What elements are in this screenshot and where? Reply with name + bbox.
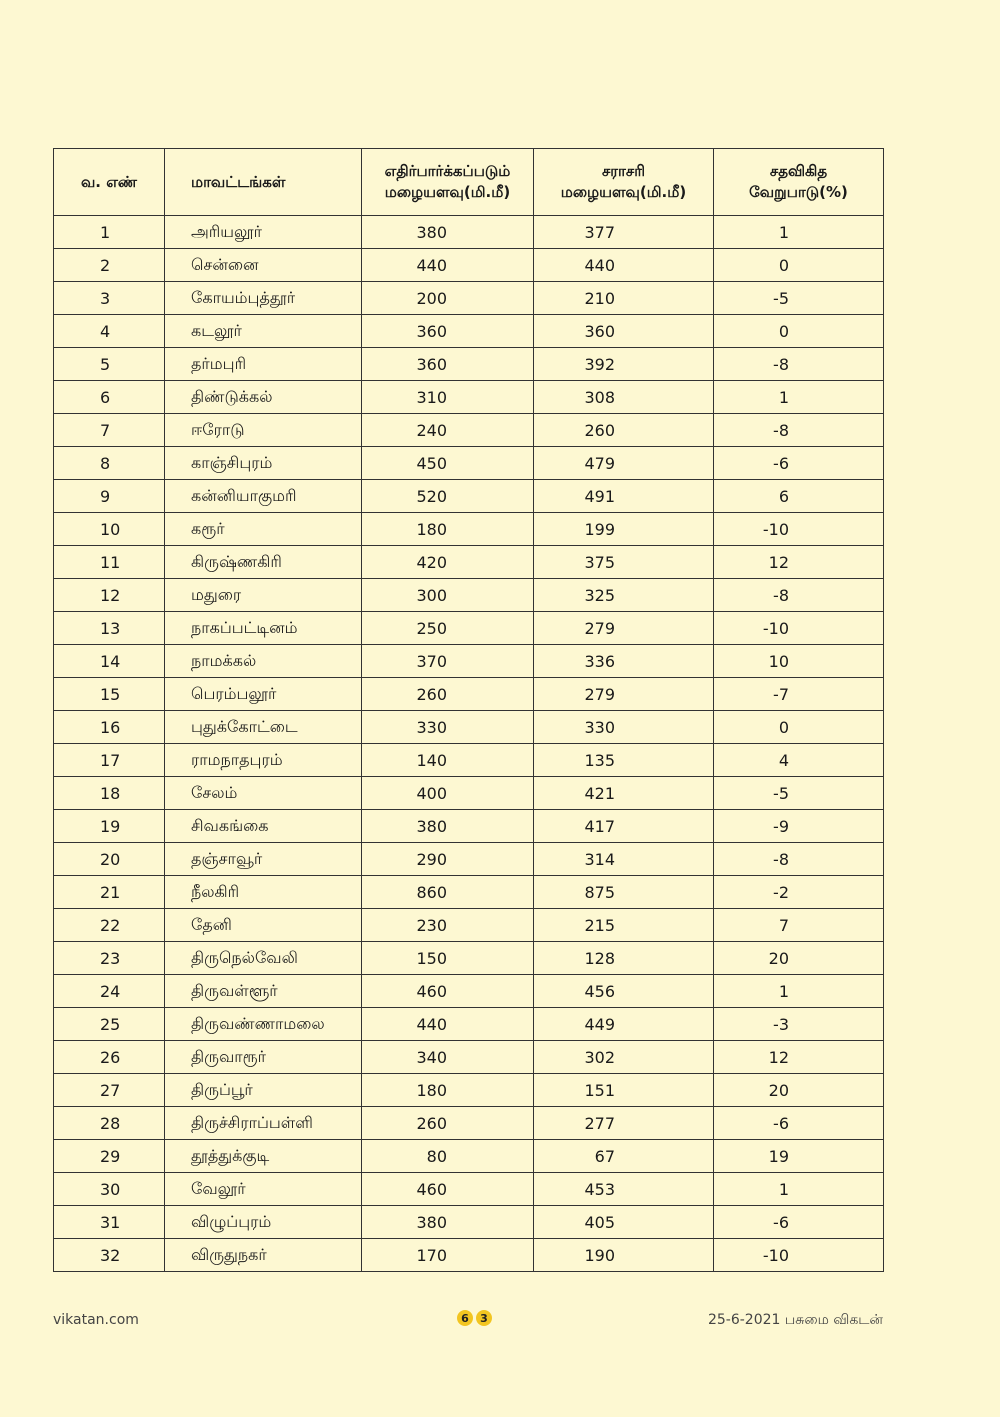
deviation-cell: 10 bbox=[714, 645, 884, 678]
average-rainfall-cell: 314 bbox=[534, 843, 714, 876]
header-expected-line2: மழையளவு(மி.மீ) bbox=[384, 183, 511, 201]
average-rainfall-cell: 360 bbox=[534, 315, 714, 348]
expected-rainfall-cell: 230 bbox=[362, 909, 534, 942]
expected-rainfall-cell: 400 bbox=[362, 777, 534, 810]
deviation-cell: 0 bbox=[714, 249, 884, 282]
serial-number-cell: 17 bbox=[54, 744, 165, 777]
table-row bbox=[54, 1074, 884, 1107]
district-name-cell: திருவாரூர் bbox=[165, 1041, 362, 1074]
serial-number-cell: 30 bbox=[54, 1173, 165, 1206]
serial-number-cell: 8 bbox=[54, 447, 165, 480]
header-expected-rainfall bbox=[362, 149, 534, 216]
serial-number-cell: 16 bbox=[54, 711, 165, 744]
serial-number-cell: 2 bbox=[54, 249, 165, 282]
table-header bbox=[54, 149, 884, 216]
table-row bbox=[54, 942, 884, 975]
expected-rainfall-cell: 340 bbox=[362, 1041, 534, 1074]
deviation-cell: 1 bbox=[714, 216, 884, 249]
deviation-cell: -8 bbox=[714, 843, 884, 876]
deviation-cell: -6 bbox=[714, 447, 884, 480]
deviation-cell: 0 bbox=[714, 315, 884, 348]
table-row bbox=[54, 876, 884, 909]
average-rainfall-cell: 417 bbox=[534, 810, 714, 843]
district-name-cell: கன்னியாகுமரி bbox=[165, 480, 362, 513]
table-row bbox=[54, 315, 884, 348]
average-rainfall-cell: 330 bbox=[534, 711, 714, 744]
table-row bbox=[54, 513, 884, 546]
district-name-cell: காஞ்சிபுரம் bbox=[165, 447, 362, 480]
district-name-cell: பெரம்பலூர் bbox=[165, 678, 362, 711]
average-rainfall-cell: 279 bbox=[534, 612, 714, 645]
district-name-cell: சேலம் bbox=[165, 777, 362, 810]
table-row bbox=[54, 579, 884, 612]
expected-rainfall-cell: 150 bbox=[362, 942, 534, 975]
expected-rainfall-cell: 140 bbox=[362, 744, 534, 777]
expected-rainfall-cell: 520 bbox=[362, 480, 534, 513]
expected-rainfall-cell: 310 bbox=[362, 381, 534, 414]
district-name-cell: கடலூர் bbox=[165, 315, 362, 348]
expected-rainfall-cell: 420 bbox=[362, 546, 534, 579]
table-row bbox=[54, 414, 884, 447]
table-row bbox=[54, 711, 884, 744]
deviation-cell: 12 bbox=[714, 1041, 884, 1074]
table-row bbox=[54, 546, 884, 579]
header-serial-number: வ. எண் bbox=[54, 149, 165, 216]
deviation-cell: -5 bbox=[714, 282, 884, 315]
serial-number-cell: 31 bbox=[54, 1206, 165, 1239]
district-name-cell: திருவள்ளூர் bbox=[165, 975, 362, 1008]
district-name-cell: தர்மபுரி bbox=[165, 348, 362, 381]
average-rainfall-cell: 875 bbox=[534, 876, 714, 909]
district-name-cell: திண்டுக்கல் bbox=[165, 381, 362, 414]
expected-rainfall-cell: 260 bbox=[362, 678, 534, 711]
table-row bbox=[54, 381, 884, 414]
serial-number-cell: 24 bbox=[54, 975, 165, 1008]
expected-rainfall-cell: 370 bbox=[362, 645, 534, 678]
district-name-cell: திருவண்ணாமலை bbox=[165, 1008, 362, 1041]
average-rainfall-cell: 302 bbox=[534, 1041, 714, 1074]
average-rainfall-cell: 210 bbox=[534, 282, 714, 315]
header-average-line2: மழையளவு(மி.மீ) bbox=[560, 183, 687, 201]
table-row bbox=[54, 678, 884, 711]
expected-rainfall-cell: 290 bbox=[362, 843, 534, 876]
table-row bbox=[54, 216, 884, 249]
header-deviation bbox=[714, 149, 884, 216]
deviation-cell: -5 bbox=[714, 777, 884, 810]
footer-issue-info: 25-6-2021 பசுமை விகடன் bbox=[707, 1312, 883, 1328]
deviation-cell: 7 bbox=[714, 909, 884, 942]
deviation-cell: -10 bbox=[714, 513, 884, 546]
table-row bbox=[54, 1140, 884, 1173]
table-body bbox=[54, 216, 884, 1272]
expected-rainfall-cell: 360 bbox=[362, 315, 534, 348]
average-rainfall-cell: 308 bbox=[534, 381, 714, 414]
average-rainfall-cell: 421 bbox=[534, 777, 714, 810]
expected-rainfall-cell: 300 bbox=[362, 579, 534, 612]
deviation-cell: -2 bbox=[714, 876, 884, 909]
expected-rainfall-cell: 440 bbox=[362, 1008, 534, 1041]
page-footer bbox=[53, 1310, 883, 1332]
header-average-rainfall bbox=[534, 149, 714, 216]
serial-number-cell: 7 bbox=[54, 414, 165, 447]
district-name-cell: விருதுநகர் bbox=[165, 1239, 362, 1272]
deviation-cell: -10 bbox=[714, 1239, 884, 1272]
district-name-cell: தூத்துக்குடி bbox=[165, 1140, 362, 1173]
deviation-cell: -10 bbox=[714, 612, 884, 645]
serial-number-cell: 9 bbox=[54, 480, 165, 513]
deviation-cell: 19 bbox=[714, 1140, 884, 1173]
average-rainfall-cell: 392 bbox=[534, 348, 714, 381]
district-name-cell: விழுப்புரம் bbox=[165, 1206, 362, 1239]
serial-number-cell: 18 bbox=[54, 777, 165, 810]
table-row bbox=[54, 810, 884, 843]
table-row bbox=[54, 348, 884, 381]
table-row bbox=[54, 1206, 884, 1239]
average-rainfall-cell: 453 bbox=[534, 1173, 714, 1206]
footer-site-name: vikatan.com bbox=[53, 1312, 139, 1328]
table-row bbox=[54, 249, 884, 282]
table-row bbox=[54, 447, 884, 480]
serial-number-cell: 27 bbox=[54, 1074, 165, 1107]
serial-number-cell: 22 bbox=[54, 909, 165, 942]
table-row bbox=[54, 1008, 884, 1041]
serial-number-cell: 26 bbox=[54, 1041, 165, 1074]
average-rainfall-cell: 199 bbox=[534, 513, 714, 546]
deviation-cell: 20 bbox=[714, 942, 884, 975]
average-rainfall-cell: 325 bbox=[534, 579, 714, 612]
deviation-cell: -8 bbox=[714, 579, 884, 612]
serial-number-cell: 14 bbox=[54, 645, 165, 678]
serial-number-cell: 25 bbox=[54, 1008, 165, 1041]
serial-number-cell: 3 bbox=[54, 282, 165, 315]
average-rainfall-cell: 215 bbox=[534, 909, 714, 942]
average-rainfall-cell: 151 bbox=[534, 1074, 714, 1107]
district-name-cell: திருச்சிராப்பள்ளி bbox=[165, 1107, 362, 1140]
expected-rainfall-cell: 360 bbox=[362, 348, 534, 381]
table-row bbox=[54, 975, 884, 1008]
expected-rainfall-cell: 240 bbox=[362, 414, 534, 447]
serial-number-cell: 11 bbox=[54, 546, 165, 579]
district-name-cell: தஞ்சாவூர் bbox=[165, 843, 362, 876]
average-rainfall-cell: 336 bbox=[534, 645, 714, 678]
serial-number-cell: 20 bbox=[54, 843, 165, 876]
rainfall-table-container bbox=[53, 148, 883, 1272]
serial-number-cell: 32 bbox=[54, 1239, 165, 1272]
header-deviation-line2: வேறுபாடு(%) bbox=[749, 183, 848, 201]
table-row bbox=[54, 612, 884, 645]
expected-rainfall-cell: 330 bbox=[362, 711, 534, 744]
district-name-cell: நாமக்கல் bbox=[165, 645, 362, 678]
deviation-cell: 4 bbox=[714, 744, 884, 777]
header-deviation-line1: சதவிகித bbox=[769, 162, 828, 180]
table-row bbox=[54, 1041, 884, 1074]
page-number bbox=[457, 1310, 492, 1326]
serial-number-cell: 19 bbox=[54, 810, 165, 843]
expected-rainfall-cell: 380 bbox=[362, 1206, 534, 1239]
serial-number-cell: 28 bbox=[54, 1107, 165, 1140]
expected-rainfall-cell: 380 bbox=[362, 216, 534, 249]
average-rainfall-cell: 67 bbox=[534, 1140, 714, 1173]
deviation-cell: 20 bbox=[714, 1074, 884, 1107]
average-rainfall-cell: 135 bbox=[534, 744, 714, 777]
serial-number-cell: 5 bbox=[54, 348, 165, 381]
serial-number-cell: 6 bbox=[54, 381, 165, 414]
serial-number-cell: 13 bbox=[54, 612, 165, 645]
district-name-cell: தேனி bbox=[165, 909, 362, 942]
deviation-cell: 1 bbox=[714, 1173, 884, 1206]
expected-rainfall-cell: 180 bbox=[362, 1074, 534, 1107]
average-rainfall-cell: 377 bbox=[534, 216, 714, 249]
district-name-cell: நீலகிரி bbox=[165, 876, 362, 909]
deviation-cell: -8 bbox=[714, 414, 884, 447]
serial-number-cell: 21 bbox=[54, 876, 165, 909]
serial-number-cell: 4 bbox=[54, 315, 165, 348]
expected-rainfall-cell: 440 bbox=[362, 249, 534, 282]
expected-rainfall-cell: 170 bbox=[362, 1239, 534, 1272]
average-rainfall-cell: 277 bbox=[534, 1107, 714, 1140]
average-rainfall-cell: 279 bbox=[534, 678, 714, 711]
district-name-cell: கிருஷ்ணகிரி bbox=[165, 546, 362, 579]
table-row bbox=[54, 1173, 884, 1206]
district-name-cell: வேலூர் bbox=[165, 1173, 362, 1206]
table-row bbox=[54, 282, 884, 315]
serial-number-cell: 12 bbox=[54, 579, 165, 612]
serial-number-cell: 29 bbox=[54, 1140, 165, 1173]
expected-rainfall-cell: 380 bbox=[362, 810, 534, 843]
table-row bbox=[54, 909, 884, 942]
average-rainfall-cell: 491 bbox=[534, 480, 714, 513]
average-rainfall-cell: 440 bbox=[534, 249, 714, 282]
deviation-cell: 6 bbox=[714, 480, 884, 513]
district-name-cell: சென்னை bbox=[165, 249, 362, 282]
table-row bbox=[54, 777, 884, 810]
average-rainfall-cell: 375 bbox=[534, 546, 714, 579]
district-name-cell: திருப்பூர் bbox=[165, 1074, 362, 1107]
district-name-cell: திருநெல்வேலி bbox=[165, 942, 362, 975]
serial-number-cell: 10 bbox=[54, 513, 165, 546]
deviation-cell: 12 bbox=[714, 546, 884, 579]
expected-rainfall-cell: 250 bbox=[362, 612, 534, 645]
deviation-cell: 0 bbox=[714, 711, 884, 744]
header-average-line1: சராசரி bbox=[602, 162, 645, 180]
district-name-cell: கோயம்புத்தூர் bbox=[165, 282, 362, 315]
district-name-cell: ஈரோடு bbox=[165, 414, 362, 447]
table-row bbox=[54, 480, 884, 513]
table-row bbox=[54, 843, 884, 876]
page-number-digit: 3 bbox=[476, 1310, 492, 1326]
deviation-cell: 1 bbox=[714, 381, 884, 414]
header-row bbox=[54, 149, 884, 216]
serial-number-cell: 15 bbox=[54, 678, 165, 711]
average-rainfall-cell: 449 bbox=[534, 1008, 714, 1041]
deviation-cell: -9 bbox=[714, 810, 884, 843]
expected-rainfall-cell: 180 bbox=[362, 513, 534, 546]
expected-rainfall-cell: 80 bbox=[362, 1140, 534, 1173]
expected-rainfall-cell: 460 bbox=[362, 1173, 534, 1206]
table-row bbox=[54, 744, 884, 777]
deviation-cell: 1 bbox=[714, 975, 884, 1008]
serial-number-cell: 1 bbox=[54, 216, 165, 249]
serial-number-cell: 23 bbox=[54, 942, 165, 975]
header-district: மாவட்டங்கள் bbox=[165, 149, 362, 216]
district-name-cell: நாகப்பட்டினம் bbox=[165, 612, 362, 645]
deviation-cell: -7 bbox=[714, 678, 884, 711]
deviation-cell: -6 bbox=[714, 1107, 884, 1140]
district-name-cell: அரியலூர் bbox=[165, 216, 362, 249]
deviation-cell: -3 bbox=[714, 1008, 884, 1041]
district-name-cell: சிவகங்கை bbox=[165, 810, 362, 843]
average-rainfall-cell: 190 bbox=[534, 1239, 714, 1272]
table-row bbox=[54, 1239, 884, 1272]
table-row bbox=[54, 645, 884, 678]
expected-rainfall-cell: 260 bbox=[362, 1107, 534, 1140]
header-expected-line1: எதிர்பார்க்கப்படும் bbox=[384, 162, 511, 180]
average-rainfall-cell: 260 bbox=[534, 414, 714, 447]
district-name-cell: புதுக்கோட்டை bbox=[165, 711, 362, 744]
rainfall-table bbox=[53, 148, 884, 1272]
average-rainfall-cell: 128 bbox=[534, 942, 714, 975]
expected-rainfall-cell: 450 bbox=[362, 447, 534, 480]
average-rainfall-cell: 479 bbox=[534, 447, 714, 480]
deviation-cell: -8 bbox=[714, 348, 884, 381]
expected-rainfall-cell: 200 bbox=[362, 282, 534, 315]
average-rainfall-cell: 405 bbox=[534, 1206, 714, 1239]
page-number-digit: 6 bbox=[457, 1310, 473, 1326]
table-row bbox=[54, 1107, 884, 1140]
district-name-cell: கரூர் bbox=[165, 513, 362, 546]
average-rainfall-cell: 456 bbox=[534, 975, 714, 1008]
district-name-cell: மதுரை bbox=[165, 579, 362, 612]
district-name-cell: ராமநாதபுரம் bbox=[165, 744, 362, 777]
expected-rainfall-cell: 460 bbox=[362, 975, 534, 1008]
expected-rainfall-cell: 860 bbox=[362, 876, 534, 909]
deviation-cell: -6 bbox=[714, 1206, 884, 1239]
